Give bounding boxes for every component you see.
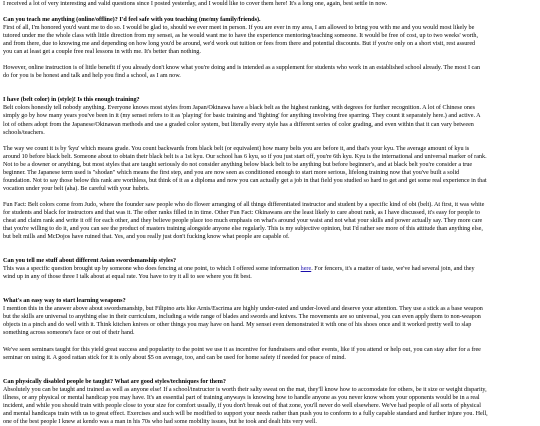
section-teaching (3, 16, 536, 80)
here-link[interactable]: here (300, 266, 312, 273)
section-paragraph: Absolutely you can be taught and trained as well as anyone else! If a school/instructor is worth their salty sweat on the mat, they'll know how to accomodate for others, be it size or weight disparity, illness, or any physical or mental handicap you may have. It's an essential part of training anyways is knowing how to handle anyone as you never know whom your opponents would be in a real incident, and while you should train with people close to your size for comfort usually, if you don't break out of that zone, you'll never do well elsewhere. We've had people of all sorts of physical and mental handicaps train with us to great effect. Exercises and such will be modified to support your needs rather than push you to conform to a fully capable standard and further injure you. Hell, one of the best people I knew at kendo was a man in his 70s who had some mobility issues, but he took and dealt hits very well. (3, 386, 488, 425)
document-page (3, 0, 536, 426)
section-paragraph: First of all, I'm honored you'd want me to do so. I would be glad to, should we ever meet in person. If you are ever in my area, I am allowed to bring you with me and you would most likely be tutored under me the whole class with little direction from my sensei, as he would want me to have the experience mentoring/teaching someone. It would be free of cost, up to two weeks' worth, and from there, due to knowing me and depending on how long you'd be around, we'd work out tuition or fees from there and potential discounts. But if you're only on a short visit, rest assured you can at least get a couple free real lessons in with me. It's better than nothing. (3, 25, 478, 56)
section-paragraph: However, online instruction is of little benefit if you already don't know what you're doing and is intended as a supplement for students who work in an established school already. The most I can do for you is be honest and talk and help you find a school, as I am now. (3, 65, 481, 80)
section-question: Can you teach me anything (online/offline)? I'd feel safe with you teaching (me/my family/friends). (3, 17, 261, 24)
section-paragraph: We've seen seminars taught for this yield great success and popularity to the point we use it as incentive for fundraisers and other events, like if you attend or help out, you can stay after for a free seminar on using it. A good rattan stick for it is only about $5 on average, too, and can be used for home safety if needed for peace of mind. (3, 346, 481, 361)
section-belt-color (3, 96, 536, 241)
section-weapons (3, 297, 536, 361)
section-question: Can you tell me stuff about different Asian swordsmanship styles? (3, 258, 177, 265)
section-question: I have (belt color) in (style)! Is this enough training? (3, 97, 140, 104)
section-disabled (3, 378, 536, 426)
section-paragraph: Fun Fact: Belt colors come from Judo, where the founder saw people who do flower arranging of all things differentiated instructor and student by a specific kind of obi (belt). At first, it was white for students and black for instructors and that was it. The other ranks filled in in time. Other Fun Fact: Okinawans are the least likely to care about rank, as I have discussed, it's easy for people to cheat and claim rank and write it off for each other, and they believe people place too much emphasis on what's around your waist and not what your skills and power actually say. They more care that you're willing to do it, and you can see the product of masters training alongside anyone else regularly. This is my subjective opinion, but I'd rather see more of this attitude than anything else, but belt mills and McDojos have ruined that. Yes, and you really just don't fucking know what people are capable of. (3, 201, 485, 241)
section-question: What's an easy way to start learning weapons? (3, 298, 126, 305)
section-paragraph: I mention this in the answer above about swordsmanship, but Filipino arts like Arnis/Escrima are highly under-rated and under-loved and deserve your attention. They use a stick as a base weapon but the skills are universal to anything else in their curriculum, including a wide range of blades and swords and knives. The movements are so universal, you can even apply them to non-weapon objects in a pinch and do well with it. Think kitchen knives or other things you may have on hand. My sensei even demonstrated it with one of his shoes once and it worked pretty well to slap something across someone's face or out of their hand. (3, 306, 483, 337)
section-question: Can physically disabled people be taught? What are good styles/techniques for them? (3, 378, 226, 385)
intro-paragraph: I received a lot of very interesting and valid questions since I posted yesterday, and I would like to cover them here! It's a long one, again, best settle in now. (3, 1, 387, 7)
section-swordsmanship (3, 257, 536, 281)
section-paragraph: Belt colors honestly tell nobody anything. Everyone knows most styles from Japan/Okinawa have a black belt as the highest ranking, with degrees for further recognition. A lot of Chinese ones simply go by how many years you've been in it (my sensei refers to it as 'playing' for basic training and 'fighting' for anything involving free sparring. They count it separately here.) and active. A lot of others adopt from the Japanese/Okinawan methods and use a graded color system, but literally every style has a different series of color grading, and even within that it can vary between schools/teachers. (3, 105, 481, 136)
section-paragraph: The way we count it is by 'kyu' which means grade. You count backwards from black belt (or equivalent) how many belts you are before it, and that's your kyu. The average amount of kyu is around 10 before black belt. Someone about to obtain their black belt is a 1st kyu. Our school has 6 kyu, so if you just start off, you're 6th kyu. Kyu is the international and universal marker of rank. Not to be a downer or anything, but most styles that are taught seriously do not consider anything below black belt to be anything but before beginner's, and at black belt you're consider a true beginner. The Japanese term used is "shodan" which means the first step, and you are now seen as conditioned enough to start more serious, lifelong training now that you've built a solid foundation. Not to say those below this rank are worthless, but think of it as a diploma and now you can actually get a job in that field you studied so hard to get and get some real experience in that vocation under your belt (aha). Be careful with your hubris. (3, 145, 487, 192)
section-paragraph-with-link: This was a specific question brought up by someone who does fencing at one point, to which I offered some information here. For fencers, it's a matter of taste, we've had several join, and they wind up in any of those three I talk about at equal rate. You have to try it all to see where you fit best. (3, 266, 475, 281)
